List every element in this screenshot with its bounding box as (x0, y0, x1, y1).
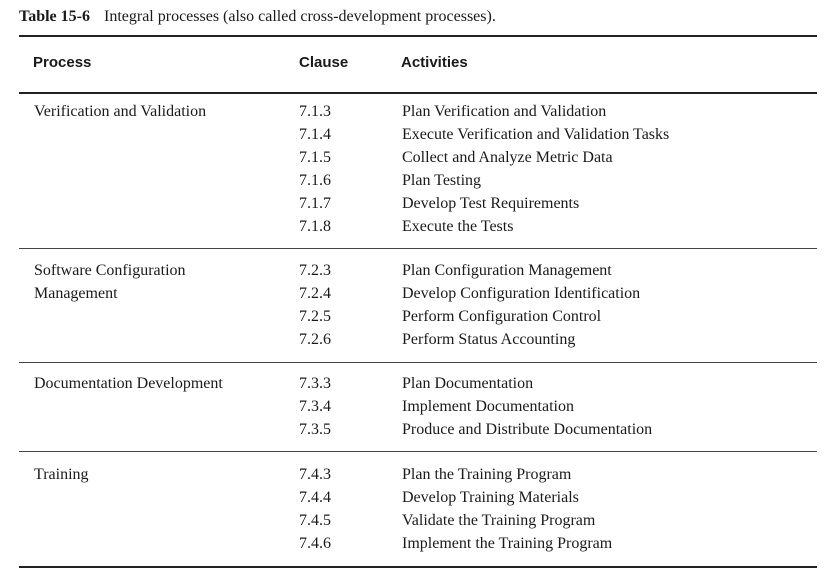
process-name-line: Software Configuration (34, 262, 186, 279)
clause-cell: 7.1.7 (299, 195, 331, 212)
clause-cell: 7.1.5 (299, 149, 331, 166)
header-rule (19, 92, 817, 94)
bottom-rule (19, 566, 817, 568)
process-name (34, 259, 274, 305)
activity-cell: Execute the Tests (402, 218, 514, 235)
activity-cell: Perform Configuration Control (402, 308, 602, 325)
activity-cell: Plan the Training Program (402, 466, 572, 483)
clause-cell: 7.1.3 (299, 103, 331, 120)
process-name (34, 463, 274, 486)
top-rule (19, 35, 817, 37)
clause-cell: 7.1.4 (299, 126, 331, 143)
clause-cell: 7.3.5 (299, 421, 331, 438)
process-name (34, 372, 274, 395)
activity-cell: Develop Configuration Identification (402, 285, 641, 302)
activity-cell: Develop Training Materials (402, 489, 579, 506)
table-title: Integral processes (also called cross-development processes). (103, 8, 496, 25)
clause-cell: 7.2.5 (299, 308, 331, 325)
clause-cell: 7.4.4 (299, 489, 331, 506)
activity-cell: Validate the Training Program (402, 512, 596, 529)
activity-cell: Collect and Analyze Metric Data (402, 149, 613, 166)
group-divider (19, 248, 817, 249)
group-divider (19, 362, 817, 363)
activity-cell: Plan Testing (402, 172, 482, 189)
header-clause: Clause (299, 54, 349, 71)
process-name-line: Verification and Validation (34, 103, 207, 120)
header-process: Process (33, 54, 92, 71)
clause-cell: 7.2.3 (299, 262, 331, 279)
process-name-line: Documentation Development (34, 375, 223, 392)
activity-cell: Produce and Distribute Documentation (402, 421, 653, 438)
header-activities: Activities (401, 54, 468, 71)
activity-cell: Develop Test Requirements (402, 195, 580, 212)
clause-cell: 7.3.4 (299, 398, 331, 415)
clause-cell: 7.3.3 (299, 375, 331, 392)
group-divider (19, 451, 817, 452)
activity-cell: Execute Verification and Validation Tasks (402, 126, 670, 143)
activity-cell: Plan Verification and Validation (402, 103, 607, 120)
activity-cell: Implement Documentation (402, 398, 574, 415)
clause-cell: 7.2.4 (299, 285, 331, 302)
activity-cell: Perform Status Accounting (402, 331, 576, 348)
clause-cell: 7.2.6 (299, 331, 331, 348)
clause-cell: 7.4.3 (299, 466, 331, 483)
table-caption (19, 8, 496, 26)
clause-cell: 7.1.8 (299, 218, 331, 235)
table-number: Table 15-6 (19, 8, 90, 25)
process-name-line: Management (34, 285, 118, 302)
process-name (34, 100, 274, 123)
process-name-line: Training (34, 466, 89, 483)
activity-cell: Plan Documentation (402, 375, 534, 392)
activity-cell: Implement the Training Program (402, 535, 613, 552)
clause-cell: 7.4.5 (299, 512, 331, 529)
activity-cell: Plan Configuration Management (402, 262, 612, 279)
clause-cell: 7.1.6 (299, 172, 331, 189)
clause-cell: 7.4.6 (299, 535, 331, 552)
